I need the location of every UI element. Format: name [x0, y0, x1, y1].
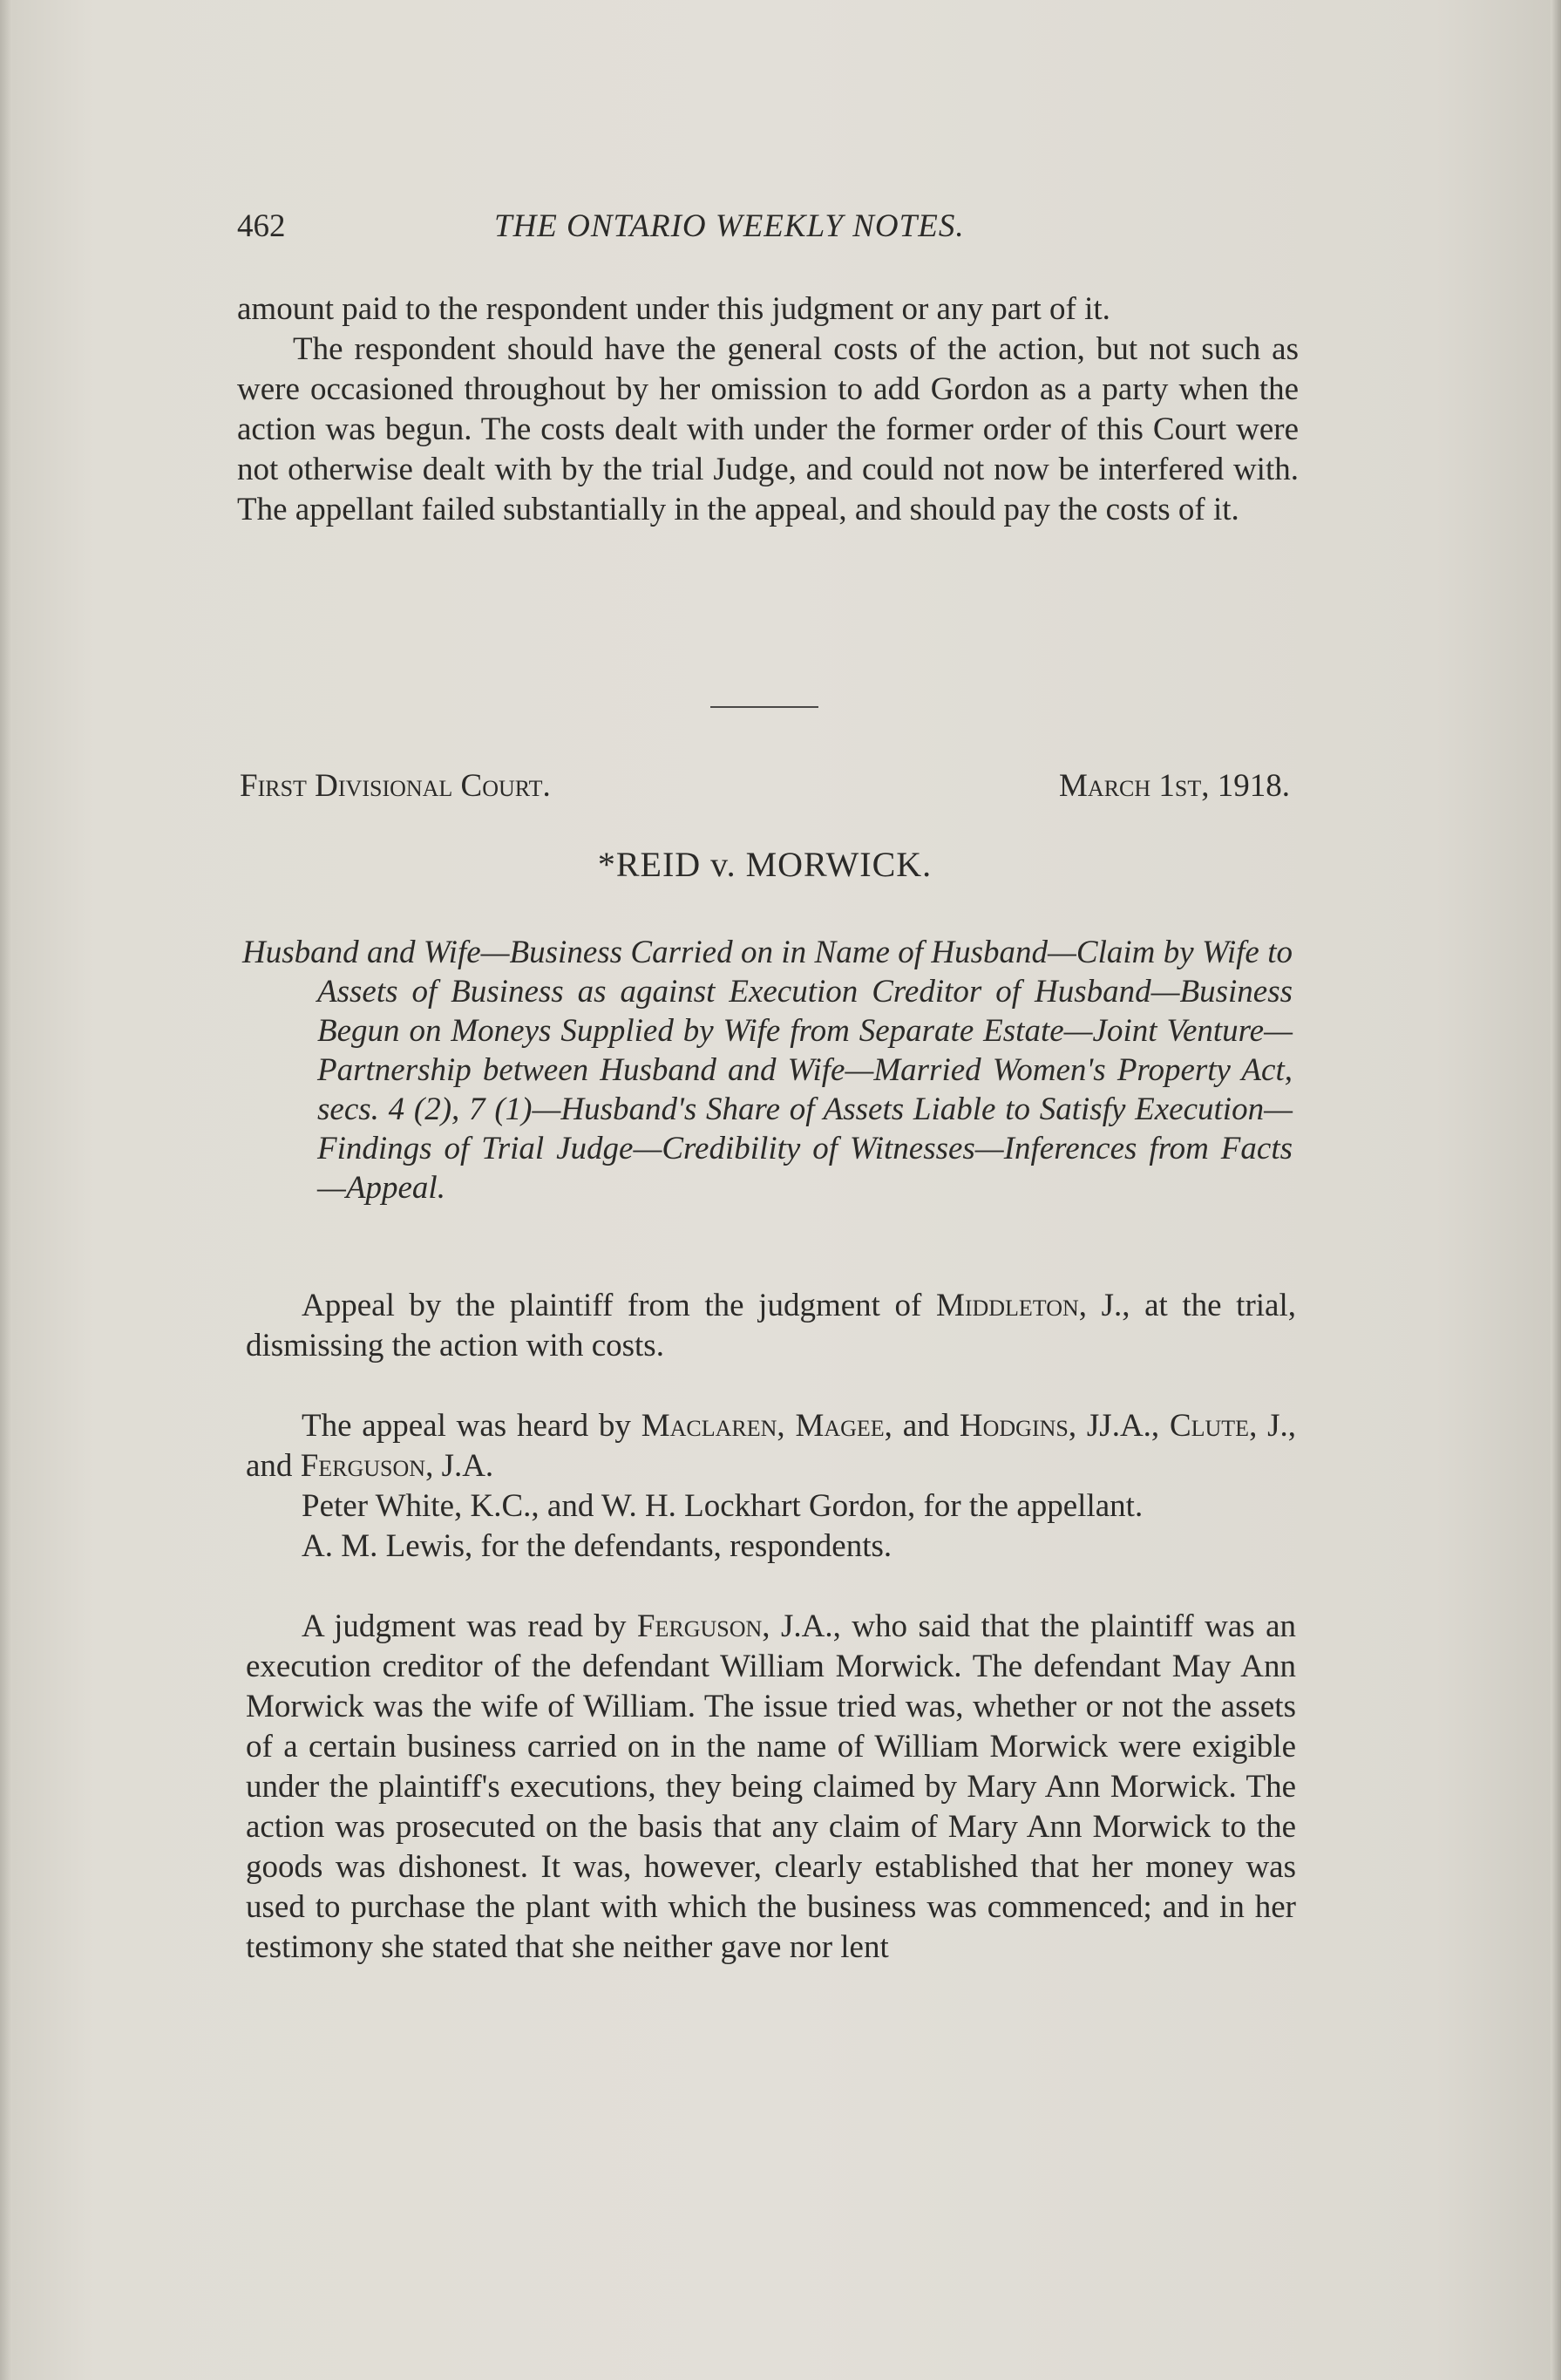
judge-name: Ferguson [300, 1448, 426, 1484]
page-edge-right [1551, 0, 1561, 2380]
judge-name: Magee [795, 1408, 885, 1444]
judge-name: Hodgins [959, 1408, 1069, 1444]
heard-paragraph: The appeal was heard by Maclaren, Magee, and Hodgins, JJ.A., Clute, J., and Ferguson, J.A. [246, 1408, 1296, 1484]
court-line [240, 767, 1290, 811]
decision-date: March 1st, 1918. [1059, 768, 1290, 804]
judge-name: Clute [1169, 1408, 1250, 1444]
case-title: *REID v. MORWICK. [597, 845, 933, 884]
case-body [246, 1286, 1296, 1968]
previous-case-paragraph-1: amount paid to the respondent under this judgment or any part of it. [237, 291, 1110, 327]
running-head [237, 207, 1299, 251]
journal-title: THE ONTARIO WEEKLY NOTES. [494, 208, 965, 244]
page-number: 462 [237, 208, 286, 244]
court-name: First Divisional Court. [240, 768, 551, 804]
appeal-paragraph: Appeal by the plaintiff from the judgment of Middleton, J., at the trial, dismissing the action with costs. [246, 1288, 1296, 1363]
judge-name: Maclaren [641, 1408, 777, 1444]
judge-name: Ferguson [636, 1608, 763, 1644]
previous-case-text [237, 289, 1299, 530]
judge-name: Middleton [935, 1288, 1079, 1323]
counsel-respondents: A. M. Lewis, for the defendants, respondents. [302, 1528, 892, 1564]
section-divider [710, 706, 818, 708]
previous-case-paragraph-2: The respondent should have the general costs of the action, but not such as were occasioned throughout by her omission to add Gordon as a party when the action was begun. The costs dealt with under the former order of this Court were not otherwise dealt with by the trial Judge, and could not now be interfered with. The appellant failed substantially in the appeal, and should pay the costs of it. [237, 331, 1299, 527]
page-edge-left [0, 0, 12, 2380]
headnote: Husband and Wife—Business Carried on in Name of Husband—Claim by Wife to Assets of Business as against Execution Creditor of Husband—Business Begun on Moneys Supplied by Wife from Separate Estate—Joint Venture—Partnership between Husband and Wife—Married Women's Property Act, secs. 4 (2), 7 (1)—Husband's Share of Assets Liable to Satisfy Execution—Findings of Trial Judge—Credibility of Witnesses—Inferences from Facts—Appeal. [242, 935, 1293, 1206]
counsel-appellant: Peter White, K.C., and W. H. Lockhart Gordon, for the appellant. [302, 1488, 1144, 1524]
judgment-paragraph: A judgment was read by Ferguson, J.A., who said that the plaintiff was an execution creditor of the defendant William Morwick. The defendant May Ann Morwick was the wife of William. The issue tried was, whether or not the assets of a certain business carried on in the name of William Morwick were exigible under the plaintiff's executions, they being claimed by Mary Ann Morwick. The action was prosecuted on the basis that any claim of Mary Ann Morwick to the goods was dishonest. It was, however, clearly established that her money was used to purchase the plant with which the business was commenced; and in her testimony she stated that she neither gave nor lent [246, 1608, 1296, 1965]
